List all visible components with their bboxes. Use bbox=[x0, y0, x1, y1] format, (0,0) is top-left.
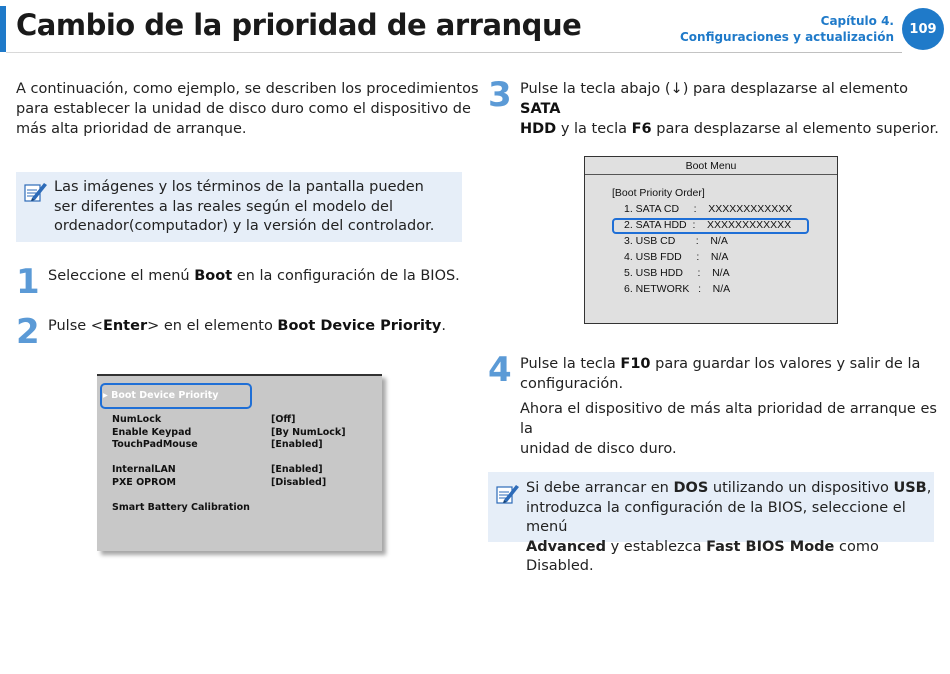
step-number: 3 bbox=[488, 75, 512, 115]
title-accent-bar bbox=[0, 6, 6, 52]
note-text bbox=[54, 178, 434, 237]
bios-value: [Off] bbox=[271, 414, 296, 425]
note-text: Si debe arrancar en DOS utilizando un dispositivo USB, introduzca la configuración de la BIOS, seleccione el menú Advanced y establezca Fast BIOS Mode como Disabled. bbox=[526, 480, 932, 574]
boot-menu-title: Boot Menu bbox=[585, 157, 837, 175]
step-number: 1 bbox=[16, 262, 40, 302]
chapter-number: Capítulo 4. bbox=[820, 14, 894, 28]
step2-text: Pulse <Enter> en el elemento Boot Device Priority. bbox=[48, 318, 446, 334]
page-title: Cambio de la prioridad de arranque bbox=[16, 8, 582, 42]
step4-result-text: Ahora el dispositivo de más alta prioridad de arranque es la unidad de disco duro. bbox=[520, 401, 937, 457]
step3-text: Pulse la tecla abajo (↓) para desplazarse al elemento SATA HDD y la tecla F6 para desplazarse al elemento superior. bbox=[520, 81, 939, 137]
step4-text: Pulse la tecla F10 para guardar los valores y salir de la configuración. bbox=[520, 356, 921, 392]
bios-label: PXE OPROM bbox=[112, 477, 176, 488]
bios-value: [Disabled] bbox=[271, 477, 327, 488]
note-pencil-icon bbox=[494, 481, 520, 507]
step-number: 2 bbox=[16, 312, 40, 352]
boot-priority-header: [Boot Priority Order] bbox=[612, 187, 705, 199]
boot-priority-item: 6. NETWORK : N/A bbox=[624, 283, 731, 295]
step1-text: Seleccione el menú Boot en la configuración de la BIOS. bbox=[48, 268, 460, 284]
bios-boot-priority-screenshot bbox=[584, 156, 838, 324]
intro-line: para establecer la unidad de disco duro como el dispositivo de bbox=[16, 101, 471, 117]
note-line: ordenador(computador) y la versión del controlador. bbox=[54, 218, 435, 234]
arrow-right-icon: ▸ bbox=[103, 390, 108, 401]
page-number-badge: 109 bbox=[902, 8, 944, 50]
chapter-title: Configuraciones y actualización bbox=[679, 30, 894, 44]
note-line: Las imágenes y los términos de la pantalla pueden bbox=[54, 179, 424, 195]
boot-priority-item: 3. USB CD : N/A bbox=[624, 235, 728, 247]
bios-label: Smart Battery Calibration bbox=[112, 502, 250, 513]
boot-device-priority-item: ▸ Boot Device Priority bbox=[103, 390, 219, 401]
intro-line: A continuación, como ejemplo, se describen los procedimientos bbox=[16, 81, 479, 97]
bios-label: TouchPadMouse bbox=[112, 439, 198, 450]
boot-priority-item: 4. USB FDD : N/A bbox=[624, 251, 729, 263]
bios-value: [Enabled] bbox=[271, 464, 323, 475]
header-divider bbox=[6, 52, 902, 53]
boot-priority-item: 1. SATA CD : XXXXXXXXXXXX bbox=[624, 203, 793, 215]
step-number: 4 bbox=[488, 350, 512, 390]
note-box bbox=[16, 172, 462, 242]
bios-value: [By NumLock] bbox=[271, 427, 346, 438]
bios-label: NumLock bbox=[112, 414, 162, 425]
intro-paragraph bbox=[16, 79, 479, 139]
bios-boot-menu-screenshot bbox=[97, 374, 382, 551]
boot-priority-item: 5. USB HDD : N/A bbox=[624, 267, 730, 279]
bios-value: [Enabled] bbox=[271, 439, 323, 450]
note-pencil-icon bbox=[22, 179, 48, 205]
chapter-label bbox=[680, 13, 894, 45]
intro-line: más alta prioridad de arranque. bbox=[16, 121, 247, 137]
bios-label: Enable Keypad bbox=[112, 427, 192, 438]
note-box bbox=[488, 472, 934, 574]
boot-priority-item: 2. SATA HDD : XXXXXXXXXXXX bbox=[624, 219, 792, 231]
bios-label: InternalLAN bbox=[112, 464, 176, 475]
note-line: ser diferentes a las reales según el modelo del bbox=[54, 198, 393, 215]
